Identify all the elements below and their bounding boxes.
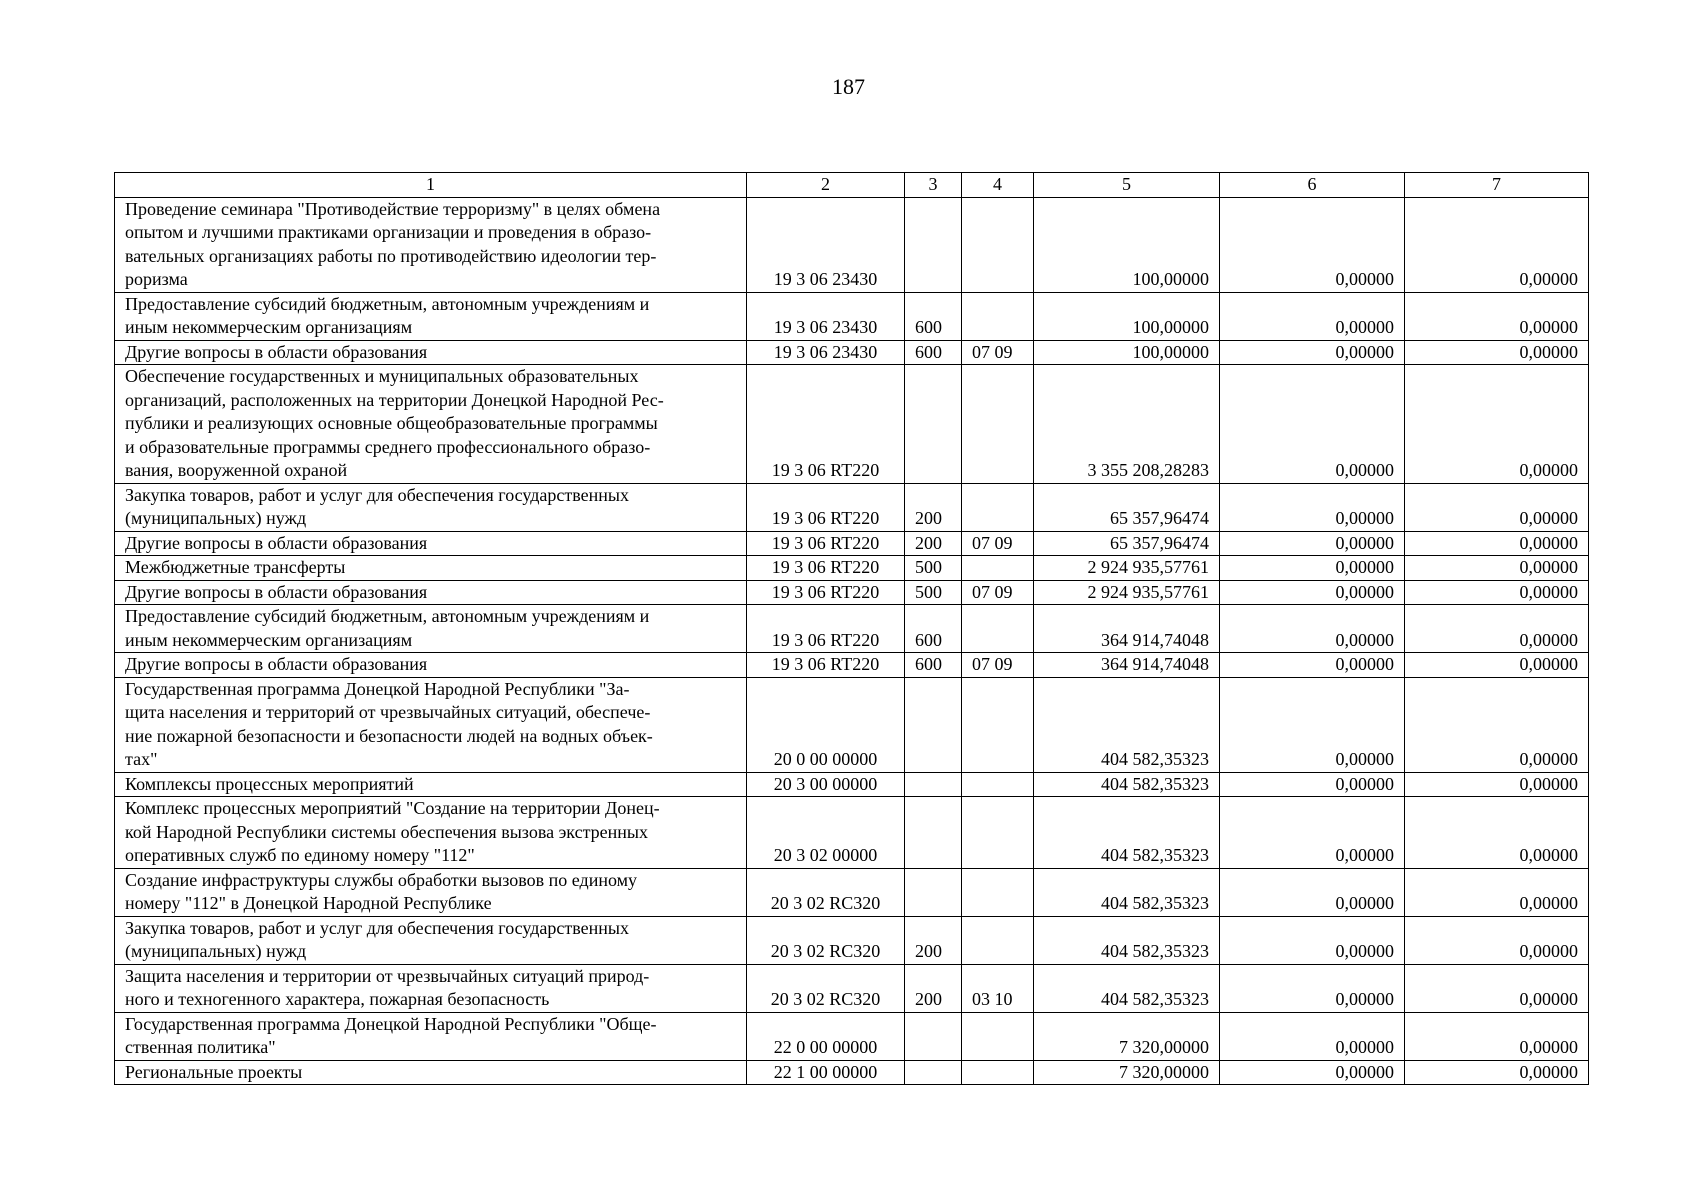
row-amount-3: 0,00000 [1405,868,1589,916]
row-target-code: 22 1 00 00000 [747,1060,905,1085]
row-amount-3: 0,00000 [1405,556,1589,581]
row-expense-type [905,365,962,484]
row-amount-3: 0,00000 [1405,964,1589,1012]
row-section-code: 07 09 [962,340,1034,365]
row-expense-type [905,677,962,772]
row-target-code: 20 3 02 RC320 [747,868,905,916]
row-section-code [962,1012,1034,1060]
table-row [115,677,1589,772]
row-amount-2: 0,00000 [1220,653,1405,678]
row-amount-2: 0,00000 [1220,605,1405,653]
header-cell: 7 [1405,173,1589,198]
row-amount-1: 65 357,96474 [1034,531,1220,556]
row-amount-3: 0,00000 [1405,1012,1589,1060]
header-cell: 3 [905,173,962,198]
row-amount-1: 100,00000 [1034,197,1220,292]
row-amount-3: 0,00000 [1405,365,1589,484]
row-section-code: 07 09 [962,580,1034,605]
header-cell: 1 [115,173,747,198]
row-amount-3: 0,00000 [1405,292,1589,340]
row-description: Предоставление субсидий бюджетным, автономным учреждениям и иным некоммерческим организациям [115,292,747,340]
row-section-code [962,292,1034,340]
row-amount-2: 0,00000 [1220,292,1405,340]
table-row [115,1012,1589,1060]
row-amount-2: 0,00000 [1220,1012,1405,1060]
row-amount-3: 0,00000 [1405,772,1589,797]
row-expense-type: 200 [905,964,962,1012]
row-amount-1: 404 582,35323 [1034,677,1220,772]
row-description: Создание инфраструктуры службы обработки вызовов по единому номеру "112" в Донецкой Народной Республике [115,868,747,916]
row-amount-3: 0,00000 [1405,916,1589,964]
page-number: 187 [832,74,865,99]
table-row [115,605,1589,653]
row-description: Проведение семинара "Противодействие терроризму" в целях обмена опытом и лучшими практиками организации и проведения в образо- вательных организациях работы по противодействию идеологии тер- роризма [115,197,747,292]
row-expense-type: 600 [905,605,962,653]
table-row [115,580,1589,605]
table-row [115,868,1589,916]
table-row [115,964,1589,1012]
row-target-code: 20 3 02 RC320 [747,964,905,1012]
row-amount-1: 7 320,00000 [1034,1060,1220,1085]
row-expense-type: 600 [905,653,962,678]
row-amount-3: 0,00000 [1405,197,1589,292]
table-row [115,556,1589,581]
row-target-code: 19 3 06 RT220 [747,580,905,605]
row-expense-type [905,1012,962,1060]
row-expense-type: 600 [905,340,962,365]
row-amount-3: 0,00000 [1405,531,1589,556]
row-amount-1: 7 320,00000 [1034,1012,1220,1060]
row-amount-2: 0,00000 [1220,483,1405,531]
row-amount-3: 0,00000 [1405,797,1589,869]
row-description: Межбюджетные трансферты [115,556,747,581]
header-cell: 5 [1034,173,1220,198]
header-cell: 2 [747,173,905,198]
row-section-code [962,197,1034,292]
row-section-code [962,1060,1034,1085]
row-section-code [962,868,1034,916]
table-row [115,916,1589,964]
row-amount-2: 0,00000 [1220,772,1405,797]
row-target-code: 20 3 02 00000 [747,797,905,869]
row-amount-1: 364 914,74048 [1034,653,1220,678]
row-amount-2: 0,00000 [1220,916,1405,964]
row-amount-2: 0,00000 [1220,197,1405,292]
row-amount-2: 0,00000 [1220,580,1405,605]
row-description: Комплекс процессных мероприятий "Создание на территории Донец- кой Народной Республики системы обеспечения вызова экстренных оперативных служб по единому номеру "112" [115,797,747,869]
row-amount-1: 2 924 935,57761 [1034,556,1220,581]
row-target-code: 20 3 00 00000 [747,772,905,797]
row-expense-type: 200 [905,483,962,531]
row-section-code: 03 10 [962,964,1034,1012]
row-amount-2: 0,00000 [1220,531,1405,556]
row-target-code: 19 3 06 RT220 [747,653,905,678]
table-row [115,340,1589,365]
row-section-code: 07 09 [962,653,1034,678]
row-amount-1: 404 582,35323 [1034,868,1220,916]
row-description: Другие вопросы в области образования [115,580,747,605]
row-description: Закупка товаров, работ и услуг для обеспечения государственных (муниципальных) нужд [115,483,747,531]
row-section-code [962,797,1034,869]
row-amount-2: 0,00000 [1220,797,1405,869]
row-amount-3: 0,00000 [1405,580,1589,605]
row-amount-3: 0,00000 [1405,653,1589,678]
row-amount-1: 100,00000 [1034,340,1220,365]
row-amount-2: 0,00000 [1220,1060,1405,1085]
row-section-code [962,556,1034,581]
row-target-code: 19 3 06 RT220 [747,365,905,484]
row-amount-3: 0,00000 [1405,605,1589,653]
row-amount-2: 0,00000 [1220,964,1405,1012]
row-amount-1: 404 582,35323 [1034,772,1220,797]
row-amount-2: 0,00000 [1220,556,1405,581]
row-section-code [962,483,1034,531]
row-amount-2: 0,00000 [1220,677,1405,772]
row-amount-1: 3 355 208,28283 [1034,365,1220,484]
row-amount-1: 404 582,35323 [1034,964,1220,1012]
row-description: Предоставление субсидий бюджетным, автономным учреждениям и иным некоммерческим организациям [115,605,747,653]
table-body [115,197,1589,1085]
row-target-code: 20 3 02 RC320 [747,916,905,964]
row-expense-type [905,797,962,869]
row-expense-type: 200 [905,916,962,964]
row-amount-3: 0,00000 [1405,483,1589,531]
row-target-code: 22 0 00 00000 [747,1012,905,1060]
row-amount-2: 0,00000 [1220,868,1405,916]
header-cell: 4 [962,173,1034,198]
row-target-code: 19 3 06 23430 [747,197,905,292]
row-target-code: 19 3 06 RT220 [747,605,905,653]
row-description: Государственная программа Донецкой Народной Республики "Обще- ственная политика" [115,1012,747,1060]
row-expense-type: 600 [905,292,962,340]
row-section-code: 07 09 [962,531,1034,556]
table-row [115,197,1589,292]
row-amount-2: 0,00000 [1220,365,1405,484]
header-cell: 6 [1220,173,1405,198]
row-description: Другие вопросы в области образования [115,340,747,365]
row-description: Закупка товаров, работ и услуг для обеспечения государственных (муниципальных) нужд [115,916,747,964]
row-section-code [962,916,1034,964]
row-amount-1: 404 582,35323 [1034,916,1220,964]
row-section-code [962,605,1034,653]
row-amount-3: 0,00000 [1405,1060,1589,1085]
row-description: Комплексы процессных мероприятий [115,772,747,797]
table-row [115,1060,1589,1085]
row-amount-2: 0,00000 [1220,340,1405,365]
row-amount-3: 0,00000 [1405,340,1589,365]
row-expense-type: 500 [905,556,962,581]
row-amount-3: 0,00000 [1405,677,1589,772]
row-expense-type [905,868,962,916]
row-description: Другие вопросы в области образования [115,531,747,556]
row-expense-type: 500 [905,580,962,605]
row-amount-1: 2 924 935,57761 [1034,580,1220,605]
table-row [115,365,1589,484]
budget-table [114,172,1589,1085]
row-target-code: 19 3 06 23430 [747,292,905,340]
row-amount-1: 65 357,96474 [1034,483,1220,531]
row-description: Государственная программа Донецкой Народной Республики "За- щита населения и территорий от чрезвычайных ситуаций, обеспече- ние пожарной безопасности и безопасности людей на водных объек- тах" [115,677,747,772]
row-description: Другие вопросы в области образования [115,653,747,678]
table-row [115,483,1589,531]
table-row [115,292,1589,340]
row-section-code [962,365,1034,484]
row-expense-type [905,197,962,292]
row-description: Защита населения и территории от чрезвычайных ситуаций природ- ного и техногенного характера, пожарная безопасность [115,964,747,1012]
row-expense-type [905,1060,962,1085]
row-amount-1: 364 914,74048 [1034,605,1220,653]
row-target-code: 20 0 00 00000 [747,677,905,772]
row-target-code: 19 3 06 RT220 [747,483,905,531]
row-target-code: 19 3 06 23430 [747,340,905,365]
row-expense-type: 200 [905,531,962,556]
row-target-code: 19 3 06 RT220 [747,556,905,581]
table-row [115,531,1589,556]
table-row [115,797,1589,869]
row-amount-1: 100,00000 [1034,292,1220,340]
table-header-row [115,173,1589,198]
row-description: Обеспечение государственных и муниципальных образовательных организаций, расположенных на территории Донецкой Народной Рес- публики и реализующих основные общеобразовательные программы и образовательные программы среднего профессионального образо- вания, вооруженной охраной [115,365,747,484]
row-description: Региональные проекты [115,1060,747,1085]
row-section-code [962,677,1034,772]
table-row [115,772,1589,797]
table-row [115,653,1589,678]
row-amount-1: 404 582,35323 [1034,797,1220,869]
row-section-code [962,772,1034,797]
row-target-code: 19 3 06 RT220 [747,531,905,556]
row-expense-type [905,772,962,797]
